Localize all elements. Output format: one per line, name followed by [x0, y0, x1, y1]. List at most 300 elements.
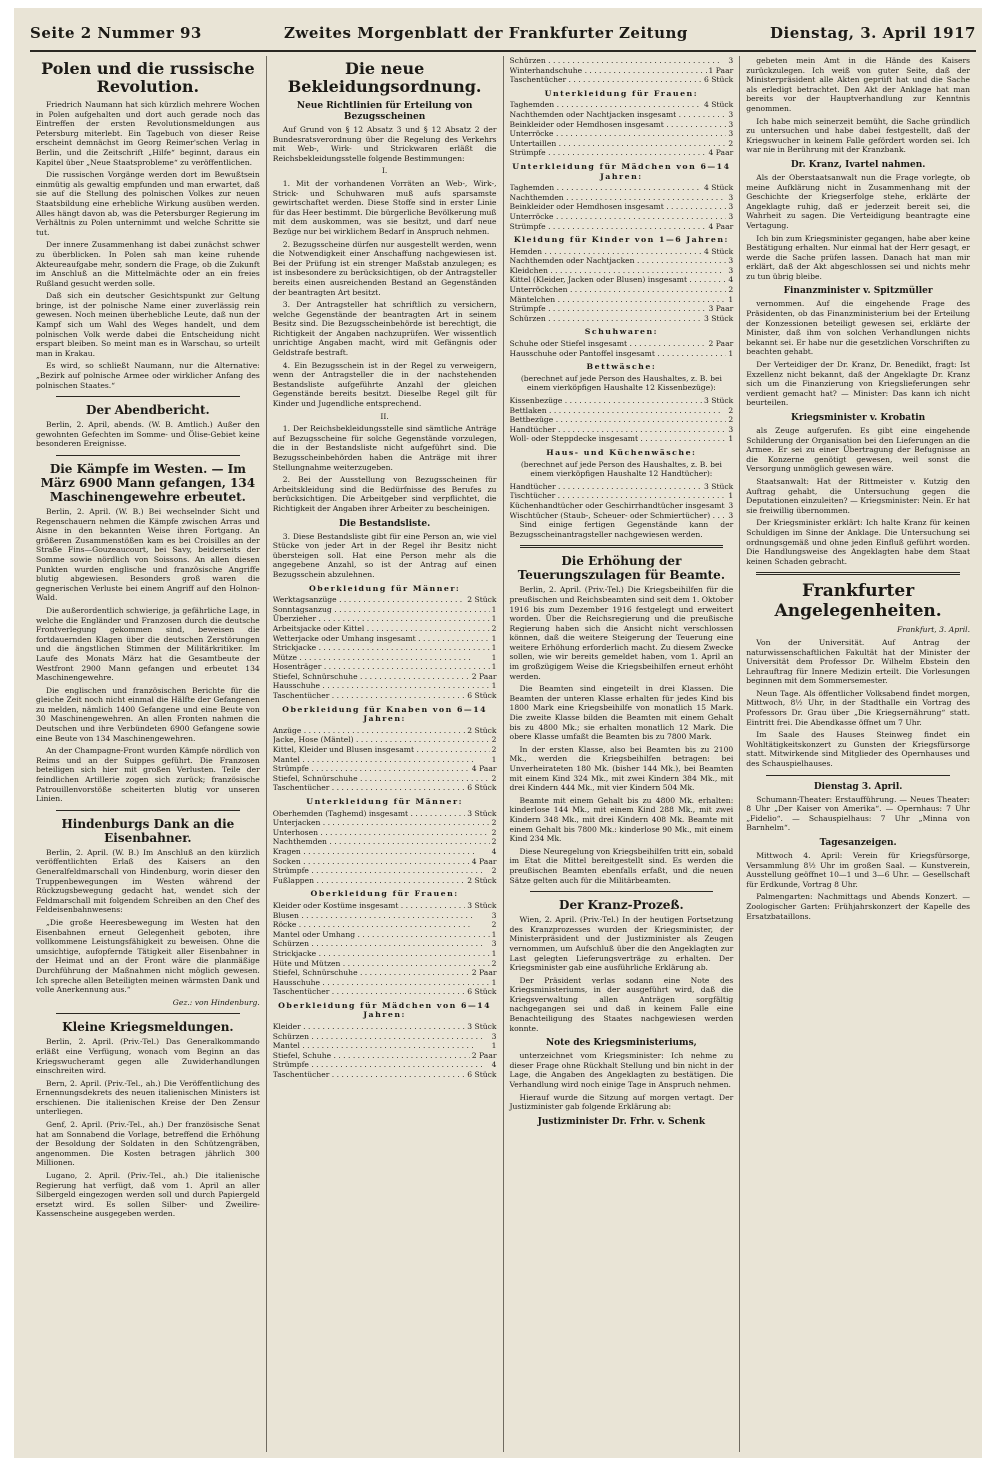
list-item-label: Winterhandschuhe . . .: [510, 66, 707, 76]
item-list: [273, 726, 497, 793]
section-heading: Justizminister Dr. Frhr. v. Schenk: [537, 1116, 706, 1127]
list-item-quantity: 4: [491, 1060, 497, 1070]
article-title: Dienstag 3. April.: [813, 781, 903, 792]
list-item: [273, 857, 497, 867]
list-item-quantity: 2: [491, 920, 497, 930]
article-signature: Gez.: von Hindenburg.: [172, 997, 260, 1007]
list-item-quantity: 3 Stück: [704, 313, 734, 323]
article-paragraph: Die außerordentlich schwierige, ja gefährliche Lage, in welche die Engländer und Franzosen durch die deutsche Frontverlegung gekommen sind, beweisen die fortdauernden Klagen über die deutschen Zerstörungen und die ängstlichen Stimmen der Militärkritiker. Im Laufe des Monats März hat die Gesamtbeute der Westfront 2900 Mann gefangen und erbeutet 134 Maschinengewehre.: [36, 605, 260, 683]
list-item-label: Strümpfe . . .: [510, 148, 707, 158]
list-item-label: Hosenträger . . .: [273, 662, 490, 672]
list-item-quantity: 1: [491, 948, 497, 958]
list-item: [510, 415, 734, 425]
list-item: [273, 1032, 497, 1042]
article-paragraph: Hierauf wurde die Sitzung auf morgen vertagt. Der Justizminister gab folgende Erklärung ab:: [509, 1092, 734, 1112]
list-item: [273, 949, 497, 959]
article-paragraph: vernommen. Auf die eingehende Frage des Präsidenten, ob das Finanzministerium bei der Erteilung der Konzessionen beteiligt gewesen sei, erklärte der Minister, daß ihm von solchen Verhandlungen nichts bekannt sei. Er habe nur die gesetzlichen Vorschriften zu beachten gehabt.: [746, 299, 970, 357]
article-paragraph: Palmengarten: Nachmittags und Abends Konzert. — Zoologischer Garten: Frühjahrskonzert der Kapelle des Ersatzbataillons.: [746, 892, 970, 921]
column-container: [30, 56, 976, 1452]
list-item-label: Schürzen . . .: [273, 939, 483, 949]
list-item: [510, 66, 734, 76]
list-item: [273, 930, 497, 940]
list-item-quantity: 6 Stück: [467, 783, 497, 793]
article-paragraph: Als der Oberstaatsanwalt nun die Frage vorlegte, ob meine Aufklärung nicht in Zusammenhang mit der Geschichte der Kriegserfolge stehe, erklärte der Angeklagte ruhig, daß er jederzeit bereit sei, die Wahrheit zu sagen. Die Verteidigung beantragte eine Vertagung.: [746, 172, 970, 230]
item-list: [273, 595, 497, 701]
list-item-quantity: 3: [728, 192, 734, 202]
list-item-label: Oberhemden (Taghemd) insgesamt . . .: [273, 809, 466, 819]
list-item: [273, 1060, 497, 1070]
list-item: [510, 339, 734, 349]
list-item-label: Nachthemden oder Nachtjacken . . .: [510, 256, 727, 266]
list-item-label: Stiefel, Schnürschuhe . . .: [273, 774, 490, 784]
list-item-quantity: 4 Stück: [704, 100, 734, 110]
masthead: [30, 16, 976, 52]
article-paragraph: Berlin, 2. April. (W. B.) Im Anschluß an den kürzlich veröffentlichten Erlaß des Kaisers an den Generalfeldmarschall von Hindenburg, worin dieser den Truppenbewegungen im Westen während der Rückzugsbewegung gedacht hat, wendet sich der Feldmarschall mit folgendem Schreiben an den Chef des Feldeisenbahnwesens:: [36, 847, 260, 915]
list-item-label: Hausschuhe . . .: [273, 681, 490, 691]
article-paragraph: Der Präsident verlas sodann eine Note des Kriegsministeriums, in der ausgeführt wird, daß die Kriegsverwaltung allen Anträgen sorgfältig nachgegangen sei und daß in keinem Falle eine Benachteiligung des Staates nachgewiesen werden konnte.: [509, 975, 734, 1033]
list-item-label: Bettbezüge . . .: [510, 415, 727, 425]
list-item: [273, 605, 497, 615]
list-item: [273, 1051, 497, 1061]
article-tagesanzeigen: [746, 782, 970, 922]
article-title: Der Kranz-Prozeß.: [559, 898, 684, 913]
article-paragraph: Mittwoch 4. April: Verein für Kriegsfürsorge, Versammlung 8½ Uhr im großen Saal. — Kunstverein, Ausstellung geöffnet 10—1 und 3—6 Uhr. — Gesellschaft für Erdkunde, Vortrag 8 Uhr.: [746, 851, 970, 889]
list-item-label: Mantel . . .: [273, 755, 474, 765]
list-item-quantity: 3 Stück: [704, 481, 734, 491]
list-item: [273, 783, 497, 793]
list-item-quantity: 3 Stück: [467, 808, 497, 818]
list-item-quantity: 2: [728, 405, 734, 415]
list-heading: Oberkleidung für Frauen:: [310, 889, 459, 899]
list-item-label: Mäntelchen . . .: [510, 295, 727, 305]
article-bekleidungsordnung: [273, 60, 497, 514]
list-item-quantity: 3: [728, 500, 734, 510]
list-item-quantity: 1: [491, 977, 497, 987]
list-item-label: Werktagsanzüge . . .: [273, 595, 466, 605]
section-heading: Finanzminister v. Spitzmüller: [783, 286, 933, 297]
divider: [56, 1013, 240, 1014]
list-item: [510, 129, 734, 139]
article-title: Die Erhöhung der Teuerungszulagen für Beamte.: [517, 554, 725, 583]
list-item: [510, 275, 734, 285]
list-item-quantity: 2: [491, 773, 497, 783]
list-item-label: Strümpfe . . .: [273, 866, 483, 876]
list-heading: Unterkleidung für Frauen:: [544, 88, 699, 98]
list-item-quantity: 3: [728, 424, 734, 434]
list-item: [273, 595, 497, 605]
article-paragraph: Berlin, 2. April. (Priv.-Tel.) Das Generalkommando erläßt eine Verfügung, wonach vom Beginn an das Kriegswucheramt gegen alle Zuwiderhandlungen einschreiten wird.: [36, 1037, 260, 1076]
list-item: [510, 148, 734, 158]
list-item-label: Kissenbezüge . . .: [510, 396, 703, 406]
list-item: [273, 653, 497, 663]
list-item: [510, 434, 734, 444]
list-item: [273, 735, 497, 745]
list-item-label: Kleider . . .: [273, 1022, 466, 1032]
list-item-quantity: 6 Stück: [467, 1070, 497, 1080]
list-item-quantity: 2 Paar: [471, 968, 497, 978]
article-paragraph: Friedrich Naumann hat sich kürzlich mehrere Wochen in Polen aufgehalten und dort auch gerade noch das Eintreffen der ersten Revolutionsmeldungen aus Petersburg miterlebt. Ein Tagebuch von dieser Reise erscheint demnächst im Georg Reimer'schen Verlag in Berlin, und die Zeitschrift „Hilfe“ beginnt, daraus ein Kapitel über „Neue Staatsprobleme“ zu veröffentlichen.: [36, 100, 260, 167]
list-item: [273, 911, 497, 921]
item-list: [510, 339, 734, 358]
list-item-quantity: 1: [491, 929, 497, 939]
article-hindenburg: [36, 817, 260, 1008]
list-item-quantity: 1: [491, 681, 497, 691]
list-item-quantity: 3 Paar: [708, 304, 734, 314]
article-paragraph: 1. Der Reichsbekleidungsstelle sind sämtliche Anträge auf Bezugsscheine für solche Gegenstände vorzulegen, die in der Bestandsliste nicht aufgeführt sind. Die Bezugsscheinbehörden haben die Anträge mit ihrer Stellungnahme weiterzugeben.: [272, 424, 497, 472]
divider: [530, 891, 714, 892]
list-item: [510, 75, 734, 85]
list-item-quantity: 3: [728, 109, 734, 119]
list-item-label: Strümpfe . . .: [510, 222, 707, 232]
divider: [56, 455, 240, 456]
item-list: [510, 100, 734, 158]
item-list: [273, 1022, 497, 1080]
list-item: [510, 202, 734, 212]
article-teuerungszulagen: [510, 554, 734, 885]
list-item-quantity: 4 Paar: [708, 221, 734, 231]
section-title: Frankfurter Angelegenheiten.: [774, 581, 942, 622]
article-paragraph: Der innere Zusammenhang ist dabei zunächst schwer zu überblicken. In Polen sah man keine ruhende Akteureaufgabe mehr, sondern die Frage, ob die Zukunft im Anschluß an die Mittelmächte oder an ein freies Rußland gesucht werden solle.: [36, 240, 260, 288]
article-title: Kleine Kriegsmeldungen.: [62, 1020, 234, 1035]
list-item-quantity: 6 Stück: [467, 691, 497, 701]
list-item-label: Stiefel, Schnürschuhe . . .: [273, 968, 470, 978]
list-item-quantity: 1: [728, 348, 734, 358]
list-item-quantity: 4 Paar: [471, 764, 497, 774]
list-item-quantity: 2: [491, 623, 497, 633]
list-item: [510, 425, 734, 435]
list-item-quantity: 2 Paar: [471, 671, 497, 681]
list-item: [510, 256, 734, 266]
list-item-label: Röcke . . .: [273, 920, 470, 930]
article-paragraph: 3. Diese Bestandsliste gibt für eine Person an, wie viel Stücke von jeder Art in der Regel ihr Besitz nicht übersteigen soll. Hat eine Person mehr als die angegebene Anzahl, so ist der Antrag auf einen Bezugsschein abzulehnen.: [272, 531, 497, 579]
article-paragraph: Diese Neuregelung von Kriegsbeihilfen tritt ein, sobald im Etat die Mittel bereitgestellt sind. Es werden die preußischen Beamten ebenfalls erfaßt, und die neuen Sätze gelten auch für die Militärbeamten.: [509, 846, 734, 885]
masthead-date: Dienstag, 3. April 1917: [770, 24, 976, 42]
article-paragraph: 2. Bezugsscheine dürfen nur ausgestellt werden, wenn die Notwendigkeit einer Anschaffung nachgewiesen ist. Bei der Prüfung ist ein strenger Maßstab anzulegen; es ist insbesondere zu berücksichtigen, ob der Antragsteller bereits einen ausreichenden Bestand an Gegenständen der beantragten Art besitzt.: [272, 239, 497, 297]
list-item: [273, 939, 497, 949]
article-paragraph: Der Kriegsminister erklärt: Ich halte Kranz für keinen Schuldigen im Sinne der Anklage. Die Untersuchung sei ordnungsgemäß und ohne jeden Einfluß geführt worden. Die Handlungsweise des Angeklagten habe dem Staat keinen Schaden gebracht.: [746, 518, 970, 566]
list-item-label: Schuhe oder Stiefel insgesamt . . .: [510, 339, 707, 349]
article-paragraph: Beamte mit einem Gehalt bis zu 4800 Mk. erhalten: kinderlose 144 Mk., mit einem Kind 288 Mk., mit zwei Kindern 348 Mk., mit drei Kindern 408 Mk. Beamte mit einem Gehalt bis 7800 Mk.: kinderlose 90 Mk., mit einem Kind 234 Mk.: [509, 795, 734, 844]
list-item-quantity: 3: [491, 1031, 497, 1041]
list-item-quantity: 1: [491, 643, 497, 653]
column-3: [504, 56, 741, 1452]
article-paragraph: Berlin, 2. April, abends. (W. B. Amtlich.) Außer den gewohnten Gefechten im Somme- und Ölise-Gebiet keine besonderen Ereignisse.: [36, 420, 260, 449]
list-item-quantity: 1: [491, 614, 497, 624]
list-item-quantity: 2 Stück: [467, 875, 497, 885]
column-1: [30, 56, 267, 1452]
list-item: [510, 349, 734, 359]
list-item-label: Jacke, Hose (Mäntel) . . .: [273, 735, 490, 745]
list-item: [510, 139, 734, 149]
list-item: [273, 774, 497, 784]
item-list: [510, 183, 734, 231]
list-item-label: Arbeitsjacke oder Kittel . . .: [273, 624, 490, 634]
list-item-label: Bettlaken . . .: [510, 406, 721, 416]
divider: [56, 396, 240, 397]
list-item: [273, 1070, 497, 1080]
list-item-quantity: 4 Stück: [704, 183, 734, 193]
list-item-quantity: 1: [728, 491, 734, 501]
list-item-label: Kragen . . .: [273, 847, 475, 857]
list-item-label: Nachthemden . . .: [273, 837, 490, 847]
list-heading: Oberkleidung für Männer:: [308, 583, 461, 593]
list-item-quantity: 1: [728, 434, 734, 444]
list-item: [510, 120, 734, 130]
list-heading: Schuhwaren:: [584, 327, 658, 337]
article-paragraph: 1. Mit der vorhandenen Vorräten an Web-, Wirk-, Strick- und Schuhwaren muß aufs sparsamste gewirtschaftet werden. Diese Stoffe sind in erster Linie für das Heer bestimmt. Die bürgerliche Bevölkerung muß mit dem auskommen, was sie besitzt, und darf neue Bezüge nur bei wirklichem Bedarf in Anspruch nehmen.: [272, 178, 497, 236]
list-item-label: Nachthemden . . .: [510, 193, 727, 203]
list-item: [510, 491, 734, 501]
article-paragraph: 3. Der Antragsteller hat schriftlich zu versichern, welche Gegenstände der beantragten Art in seinem Besitz sind. Die Bezugsscheinbehörde ist berechtigt, die Richtigkeit der Angaben nachzuprüfen. Wer wissentlich unrichtige Angaben macht, wird mit Gefängnis oder Geldstrafe bestraft.: [272, 300, 497, 358]
list-item-label: Kittel, Kleider und Blusen insgesamt . . .: [273, 745, 490, 755]
list-item-quantity: 4 Stück: [704, 246, 734, 256]
column-4: [740, 56, 976, 1452]
article-paragraph: In der ersten Klasse, also bei Beamten bis zu 2100 Mk., werden die Kriegsbeihilfen betragen: bei Unverheirateten 180 Mk. (bisher 144 Mk.), bei Beamten mit einem Kind 324 Mk., mit zwei Kindern 384 Mk., mit drei Kindern 444 Mk., mit vier Kindern 504 Mk.: [509, 744, 734, 793]
list-item-quantity: 3: [728, 202, 734, 212]
list-item-label: Mütze . . .: [273, 653, 471, 663]
list-item-label: Fußlappen . . .: [273, 876, 466, 886]
item-list: [510, 396, 734, 444]
list-item: [510, 110, 734, 120]
article-paragraph: Neun Tage. Als öffentlicher Volksabend findet morgen, Mittwoch, 8½ Uhr, in der Stadthalle ein Vortrag des Professors Dr. Grau über „Die Kriegsernährung“ statt. Eintritt frei. Die Abendkasse öffnet um 7 Uhr.: [746, 688, 970, 727]
item-list: [273, 809, 497, 886]
list-item-label: Stiefel, Schuhe . . .: [273, 1051, 470, 1061]
list-item: [273, 818, 497, 828]
list-note: (berechnet auf jede Person des Haushaltes, z. B. bei einem vierköpfigen Haushalte 12 Handtücher):: [520, 459, 722, 479]
list-item-quantity: 3: [728, 510, 734, 520]
list-item-label: Kittel (Kleider, Jacken oder Blusen) insgesamt . . .: [510, 275, 727, 285]
newspaper-page: [14, 8, 982, 1458]
list-item-label: Taghemden . . .: [510, 183, 703, 193]
article-paragraph: Es wird, so schließt Naumann, nur die Alternative: „Bezirk auf polnische Armee oder wirklicher Anfang des polnischen Staates.“: [36, 361, 260, 390]
list-item-label: Hüte und Mützen . . .: [273, 959, 490, 969]
list-item: [273, 643, 497, 653]
section-heading: Tagesanzeigen.: [819, 838, 897, 848]
list-item-label: Kleidchen . . .: [510, 266, 722, 276]
list-item-quantity: 3 Stück: [467, 900, 497, 910]
list-item-label: Strümpfe . . .: [273, 1060, 483, 1070]
section-heading: Dr. Kranz, Ivartel nahmen.: [790, 159, 926, 170]
list-item-quantity: 3: [728, 265, 734, 275]
article-paragraph: Wien, 2. April. (Priv.-Tel.) In der heutigen Fortsetzung des Kranzprozesses wurden der Kriegsminister, der Ministerpräsident und der Justizminister als Zeugen vernommen, um Aufschluß über die den Angeklagten zur Last gelegten Lieferungsverträge zu erhalten. Der Kriegsminister gab eine ausführliche Erklärung ab.: [509, 915, 734, 973]
list-item: [510, 266, 734, 276]
list-item-quantity: 2: [491, 958, 497, 968]
article-paragraph: Bern, 2. April. (Priv.-Tel., ah.) Die Veröffentlichung des Ernennungsdekrets des neuen italienischen Ministers ist erschienen. Die italienischen Kreise der Den Zensur unterliegen.: [36, 1078, 260, 1117]
list-item: [273, 672, 497, 682]
article-paragraph: Sind einige fertigen Gegenstände kann der Bezugsscheinantragsteller nachgewiesen werden.: [509, 520, 734, 539]
list-item-quantity: 3: [728, 211, 734, 221]
list-item-quantity: 4 Paar: [708, 148, 734, 158]
article-bestandsliste: [273, 519, 497, 1080]
list-item: [273, 901, 497, 911]
list-item-label: Handtücher . . .: [510, 482, 703, 492]
article-paragraph: Der Verteidiger der Dr. Kranz, Dr. Benedikt, fragt: Ist Exzellenz nicht bekannt, daß der Angeklagte Dr. Kranz sich um die Finanzierung von Kriegslieferungen sehr verdient gemacht hat? — Minister: Das kann ich nicht beurteilen.: [746, 360, 970, 408]
section-heading: Note des Kriegsministeriums,: [545, 1038, 697, 1049]
list-item: [273, 1022, 497, 1032]
list-item: [273, 691, 497, 701]
list-item-quantity: 2: [491, 866, 497, 876]
list-item: [273, 681, 497, 691]
list-item-label: Unterröcke . . .: [510, 212, 727, 222]
article-paragraph: Die englischen und französischen Berichte für die gleiche Zeit noch nicht einmal die Hälfte der Gefangenen zu melden, nämlich 1400 Gefangene und eine Beute von 30 Maschinengewehren. An allen Fronten nahmen die Deutschen und ihre Verbündeten 6900 Gefangene sowie eine Beute von 134 Maschinengewehren.: [36, 685, 260, 743]
article-title: Die Bestandsliste.: [338, 518, 431, 529]
list-item-label: Beinkleider oder Hemdhosen insgesamt . . .: [510, 202, 727, 212]
list-item: [510, 100, 734, 110]
list-item-quantity: 3: [728, 56, 734, 65]
article-paragraph: Daß sich ein deutscher Gesichtspunkt zur Geltung bringe, ist der polnische Name einer zuverlässig rein gewesen. Noch meinen überhebliche Leute, daß nun der Kampf sich um Wahl des Weges handelt, und dem polnischen Volk werde dabei die Entscheidung nicht erspart bleiben. So meint man es in Warschau, so urteilt man in Krakau.: [36, 291, 260, 358]
article-paragraph: Genf, 2. April. (Priv.-Tel., ah.) Der französische Senat hat am Sonnabend die Vorlage, betreffend die Erhöhung der Besoldung der Soldaten in den Schützengräben, angenommen. Die Kosten betragen jährlich 300 Millionen.: [36, 1120, 260, 1168]
section-numeral: II.: [380, 411, 389, 421]
list-item: [273, 634, 497, 644]
list-item-label: Strümpfe . . .: [273, 764, 470, 774]
list-item: [273, 920, 497, 930]
list-item-label: Taschentücher . . .: [510, 75, 703, 85]
list-item-label: Hausschuhe . . .: [273, 978, 490, 988]
list-item-quantity: 4 Paar: [471, 856, 497, 866]
list-heading: Oberkleidung für Mädchen von 6—14 Jahren:: [278, 1000, 492, 1020]
list-item-label: Schürzen . . .: [510, 56, 720, 66]
list-item-quantity: 6 Stück: [467, 987, 497, 997]
list-heading: Haus- und Küchenwäsche:: [546, 447, 697, 457]
list-item: [510, 247, 734, 257]
list-item-quantity: 2: [728, 285, 734, 295]
list-item-label: Kleider oder Kostüme insgesamt . . .: [273, 901, 466, 911]
article-paragraph: Die russischen Vorgänge werden dort im Bewußtsein einmütig als gewaltig empfunden und man erwartet, daß sie auf die Stellung des polnischen Volkes zur neuen Staatsbildung eine erhebliche Wirkung ausüben werden. Alles hängt davon ab, was die Petersburger Regierung im Verhältnis zu Polen unternimmt und welche Schritte sie tut.: [36, 170, 260, 237]
list-item-quantity: 1: [491, 754, 497, 764]
list-item: [510, 406, 734, 416]
article-title: Der Abendbericht.: [86, 403, 210, 418]
list-item-quantity: 2 Stück: [467, 595, 497, 605]
divider: [56, 810, 240, 811]
article-paragraph: Ich habe mich seinerzeit bemüht, die Sache gründlich zu untersuchen und habe dabei festgestellt, daß der Kriegswucher in keinem Falle gefördert worden sei. Ich war nie in Berührung mit der Kranzbank.: [746, 116, 970, 155]
article-paragraph: Berlin, 2. April. (W. B.) Bei wechselnder Sicht und Regenschauern nehmen die Kämpfe zwischen Arras und Aisne in den bekannten Weise ihren Fortgang. An größeren Zusammenstößen kam es bei Croisilles an der Straße Fins—Gouzeaucourt, bei Savy, beiderseits der Somme sowie nördlich von Soissons. An allen diesen Punkten wurden englische und französische Angriffe blutig abgewiesen. Besonders groß waren die gegnerischen Verluste bei einem Angriff auf den Holnon-Wald.: [36, 507, 260, 603]
list-item-label: Taschentücher . . .: [273, 1070, 466, 1080]
list-item: [510, 314, 734, 324]
list-item-quantity: 6 Stück: [704, 75, 734, 85]
list-item-quantity: 4: [728, 275, 734, 285]
list-item-quantity: 2 Stück: [467, 725, 497, 735]
list-item-label: Woll- oder Steppdecke insgesamt . . .: [510, 434, 727, 444]
list-item-label: Anzüge . . .: [273, 726, 466, 736]
list-item-label: Küchenhandtücher oder Geschirrhandtücher insgesamt . . .: [510, 501, 727, 511]
article-title: Die neue Bekleidungsordnung.: [287, 59, 482, 96]
list-item-quantity: 2: [491, 735, 497, 745]
list-item-quantity: 3 Stück: [467, 1022, 497, 1032]
article-frankfurter-angelegenheiten: [746, 581, 970, 768]
list-item-label: Handtücher . . .: [510, 425, 727, 435]
list-item-label: Wischtücher (Staub-, Scheuer- oder Schmiertücher) . . .: [510, 511, 727, 521]
list-item-label: Taschentücher . . .: [273, 783, 466, 793]
list-item-quantity: 3: [728, 119, 734, 129]
list-item-quantity: 3: [728, 129, 734, 139]
article-polen: [36, 60, 260, 390]
list-item-label: Nachthemden oder Nachtjacken insgesamt . . .: [510, 110, 727, 120]
list-item: [510, 511, 734, 521]
list-item-quantity: 1: [491, 604, 497, 614]
article-title: Polen und die russische Revolution.: [41, 59, 255, 96]
divider: [756, 572, 960, 575]
list-item-quantity: 2 Paar: [708, 339, 734, 349]
article-title: Die Kämpfe im Westen. — Im März 6900 Mann gefangen, 134 Maschinengewehre erbeutet.: [40, 462, 256, 504]
article-paragraph: gebeten mein Amt in die Hände des Kaisers zurückzulegen. Ich weiß von guter Seite, daß der Ministerpräsident alle Akten geprüft hat und die Sache als erledigt betrachtet. Den Akt der Anklage hat man bereits vor der Hauptverhandlung zur Kenntnis genommen.: [746, 56, 970, 113]
list-item-label: Unterröckchen . . .: [510, 285, 727, 295]
list-item-quantity: 1 Paar: [708, 65, 734, 75]
list-item: [273, 614, 497, 624]
list-item-label: Mantel . . .: [273, 1041, 474, 1051]
list-item-label: Blusen . . .: [273, 911, 473, 921]
list-heading: Oberkleidung für Knaben von 6—14 Jahren:: [282, 704, 488, 724]
article-kranz-prozess: [510, 898, 734, 1128]
article-subtitle: Neue Richtlinien für Erteilung von Bezugsscheinen: [296, 101, 473, 122]
list-item: [273, 876, 497, 886]
list-item-quantity: 3: [728, 256, 734, 266]
list-item-label: Mantel oder Umhang . . .: [273, 930, 490, 940]
list-item: [273, 866, 497, 876]
list-item-label: Unterröcke . . .: [510, 129, 727, 139]
list-heading: Unterkleidung für Männer:: [306, 797, 463, 806]
article-abendbericht: [36, 403, 260, 449]
article-paragraph: Ich bin zum Kriegsminister gegangen, habe aber keine Bestätigung erhalten. Nur einmal hat der Herr gesagt, er werde die Sache prüfen lassen. Danach hat man mir erklärt, daß der Akt abgeschlossen sei und nichts mehr zu tun übrig bleibe.: [746, 233, 970, 281]
article-paragraph: Lugano, 2. April. (Priv.-Tel., ah.) Die italienische Regierung hat verfügt, daß vom 1. April an aller Silbergeld eingezogen werden soll und durch Papiergeld ersetzt wird. Es sollen Silber- und Zweilire-Kassenscheine ausgegeben werden.: [36, 1171, 260, 1219]
article-title: Hindenburgs Dank an die Eisenbahner.: [61, 816, 235, 845]
list-note: (berechnet auf jede Person des Haushaltes, z. B. bei einem vierköpfigen Haushalte 12 Kissenbezüge):: [520, 373, 722, 393]
article-paragraph: Berlin, 2. April. (Priv.-Tel.) Die Kriegsbeihilfen für die preußischen und Reichsbeamten sind seit dem 1. Oktober 1916 bis zum Dezember 1916 festgelegt und erweitert worden. Über die Reichsregierung und die preußische Regierung haben sich die Ansicht nicht verschlossen können, daß die weitere Steigerung der Teuerung eine weitere Erhöhung erforderlich macht. Zu diesem Zwecke sollen, wie wir bereits gemeldet haben, vom 1. April an im großzügigem Weise die Kriegsbeihilfen erneut erhöht werden.: [509, 585, 734, 681]
list-heading: Bettwäsche:: [586, 362, 657, 372]
list-item-quantity: 1: [491, 1041, 497, 1051]
article-paragraph: unterzeichnet vom Kriegsminister: Ich nehme zu dieser Frage ohne Rückhalt Stellung und bin nicht in der Lage, die Angaben des Angeklagten zu bestätigen. Die Verhandlung wird noch einige Tage in Anspruch nehmen.: [509, 1051, 734, 1090]
list-item: [510, 285, 734, 295]
list-item: [273, 764, 497, 774]
list-item-label: Tischtücher . . .: [510, 491, 727, 501]
article-paragraph: „Die große Heeresbewegung im Westen hat den Eisenbahnen erneut Gelegenheit geboten, ihre vollkommene Leistungsfähigkeit zu beweisen. Ohne die umsichtige, aufopfernde Tätigkeit aller Eisenbahner in der Heimat und an der Front wäre die planmäßige Durchführung der Maßnahmen nicht möglich gewesen. Ich spreche allen Beteiligten meinen wärmsten Dank und volle Anerkennung aus.“: [36, 917, 260, 995]
list-item-label: Taschentücher . . .: [273, 987, 466, 997]
list-item-label: Stiefel, Schnürschuhe . . .: [273, 672, 470, 682]
list-item: [273, 1041, 497, 1051]
list-heading: Unterkleidung für Mädchen von 6—14 Jahren:: [512, 161, 731, 181]
list-item: [510, 56, 734, 66]
list-item-quantity: 2: [491, 837, 497, 847]
article-kranz-continued: [746, 56, 970, 566]
list-item: [273, 662, 497, 672]
list-item-label: Beinkleider oder Hemdhosen insgesamt . . .: [510, 120, 727, 130]
article-kaempfe-westen: [36, 462, 260, 804]
article-paragraph: 2. Bei der Ausstellung von Bezugsscheinen für Arbeitskleidung sind die Bedürfnisse des Berufes zu berücksichtigen. Die Arbeitgeber sind verpflichtet, die Richtigkeit der Angaben ihrer Arbeiter zu bescheinigen.: [272, 475, 497, 513]
list-item-label: Socken . . .: [273, 857, 470, 867]
item-list: [510, 482, 734, 520]
list-item-label: Hausschuhe oder Pantoffel insgesamt . . .: [510, 349, 727, 359]
list-item: [273, 755, 497, 765]
list-item: [273, 837, 497, 847]
list-item-quantity: 3 Stück: [704, 396, 734, 405]
item-list: [510, 247, 734, 324]
list-item: [510, 212, 734, 222]
list-item-quantity: 1: [491, 652, 497, 662]
list-item: [510, 501, 734, 511]
list-item-label: Strickjacke . . .: [273, 643, 490, 653]
dateline: Frankfurt, 3. April.: [896, 625, 970, 635]
article-paragraph: Schumann-Theater: Erstaufführung. — Neues Theater: 8 Uhr „Der Kaiser von Amerika“. — Opernhaus: 7 Uhr „Fidelio“. — Schauspielhaus: 7 Uhr „Minna von Barnhelm“.: [746, 794, 970, 833]
list-item-quantity: 2 Paar: [471, 1050, 497, 1060]
article-paragraph: als Zeuge aufgerufen. Es gibt eine eingehende Schilderung der Organisation bei den Lieferungen an die Armee. Er sei zu einer Übertragung der Befugnisse an die Konzerne genötigt gewesen, weil sonst die Versorgung unmöglich gewesen wäre.: [746, 426, 970, 474]
list-item: [510, 482, 734, 492]
article-paragraph: Staatsanwalt: Hat der Rittmeister v. Kutzig den Auftrag gehabt, die Untersuchung gegen die Deputationen einzuleiten? — Kriegsminister: Nein. Er hat sie freiwillig übernommen.: [746, 476, 970, 515]
list-item: [510, 304, 734, 314]
list-item-label: Taschentücher . . .: [273, 691, 466, 701]
list-item-quantity: 1: [728, 294, 734, 304]
list-item: [510, 295, 734, 305]
list-item-quantity: 2: [728, 138, 734, 148]
list-item-label: Wetterjacke oder Umhang insgesamt . . .: [273, 634, 490, 644]
